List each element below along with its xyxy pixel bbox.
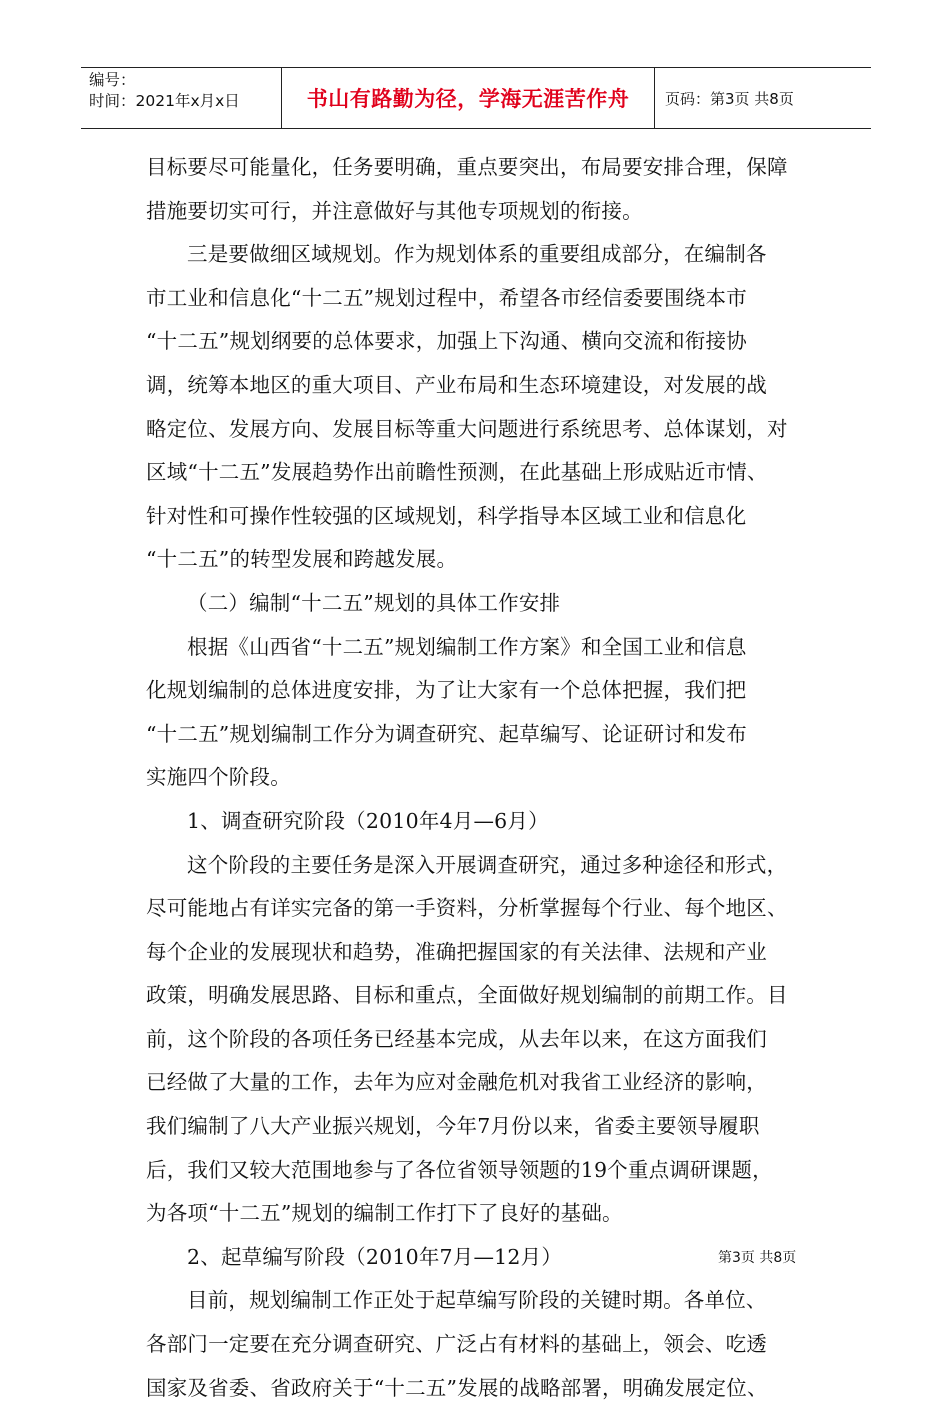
text-line: 政策，明确发展思路、目标和重点，全面做好规划编制的前期工作。目 (146, 983, 788, 1008)
text-line: 每个企业的发展现状和趋势，准确把握国家的有关法律、法规和产业 (146, 939, 767, 964)
paragraph (146, 146, 822, 233)
text-line: 目标要尽可能量化，任务要明确，重点要突出，布局要安排合理，保障 (146, 155, 788, 179)
text-line: “十二五”规划纲要的总体要求，加强上下沟通、横向交流和衔接协 (146, 329, 747, 354)
date-label: 时间：2021年x月x日 (89, 92, 240, 110)
header-motto: 书山有路勤为径，学海无涯苦作舟 (282, 68, 655, 128)
paragraph (146, 844, 822, 1236)
serial-number-label: 编号： (89, 71, 136, 89)
text-line: “十二五”的转型发展和跨越发展。 (146, 547, 458, 572)
text-line: 已经做了大量的工作，去年为应对金融危机对我省工业经济的影响， (146, 1070, 767, 1095)
text-line: 根据《山西省“十二五”规划编制工作方案》和全国工业和信息 (187, 634, 747, 659)
paragraph (146, 1279, 822, 1410)
text-line: 化规划编制的总体进度安排，为了让大家有一个总体把握，我们把 (146, 678, 747, 703)
text-line: 区域“十二五”发展趋势作出前瞻性预测，在此基础上形成贴近市情、 (146, 460, 768, 485)
text-line: 为各项“十二五”规划的编制工作打下了良好的基础。 (146, 1201, 623, 1226)
subsection-heading (146, 800, 822, 844)
text-line: 市工业和信息化“十二五”规划过程中，希望各市经信委要围绕本市 (146, 285, 747, 310)
text-line: 我们编制了八大产业振兴规划，今年7月份以来，省委主要领导履职 (146, 1114, 760, 1139)
text-line: 尽可能地占有详实完备的第一手资料，分析掌握每个行业、每个地区、 (146, 896, 788, 921)
text-line: 国家及省委、省政府关于“十二五”发展的战略部署，明确发展定位、 (146, 1375, 768, 1400)
page-footer: 第3页 共8页 (718, 1250, 797, 1266)
paragraph (146, 233, 822, 582)
text-line: 措施要切实可行，并注意做好与其他专项规划的衔接。 (146, 198, 643, 223)
text-line: 针对性和可操作性较强的区域规划，科学指导本区域工业和信息化 (146, 503, 747, 528)
text-line: 这个阶段的主要任务是深入开展调查研究，通过多种途径和形式， (187, 852, 788, 877)
text-line: 目前，规划编制工作正处于起草编写阶段的关键时期。各单位、 (187, 1288, 767, 1313)
text-line: 略定位、发展方向、发展目标等重大问题进行系统思考、总体谋划，对 (146, 416, 788, 441)
text-line: 后，我们又较大范围地参与了各位省领导领题的19个重点调研课题， (146, 1157, 773, 1182)
text-line: 各部门一定要在充分调查研究、广泛占有材料的基础上，领会、吃透 (146, 1332, 767, 1357)
text-line: 2、起草编写阶段（2010年7月—12月） (187, 1244, 563, 1269)
paragraph (146, 626, 822, 800)
document-body (146, 146, 822, 1410)
section-heading (146, 582, 822, 626)
text-line: 1、调查研究阶段（2010年4月—6月） (187, 808, 549, 833)
text-line: 三是要做细区域规划。作为规划体系的重要组成部分，在编制各 (187, 242, 767, 267)
header-page-info: 页码：第3页 共8页 (665, 89, 794, 108)
text-line: 调，统筹本地区的重大项目、产业布局和生态环境建设，对发展的战 (146, 372, 767, 397)
text-line: “十二五”规划编制工作分为调查研究、起草编写、论证研讨和发布 (146, 721, 747, 746)
page-header (81, 67, 871, 129)
text-line: （二）编制“十二五”规划的具体工作安排 (187, 590, 561, 615)
header-meta (81, 68, 282, 128)
text-line: 前，这个阶段的各项任务已经基本完成，从去年以来，在这方面我们 (146, 1026, 767, 1051)
text-line: 实施四个阶段。 (146, 765, 291, 790)
